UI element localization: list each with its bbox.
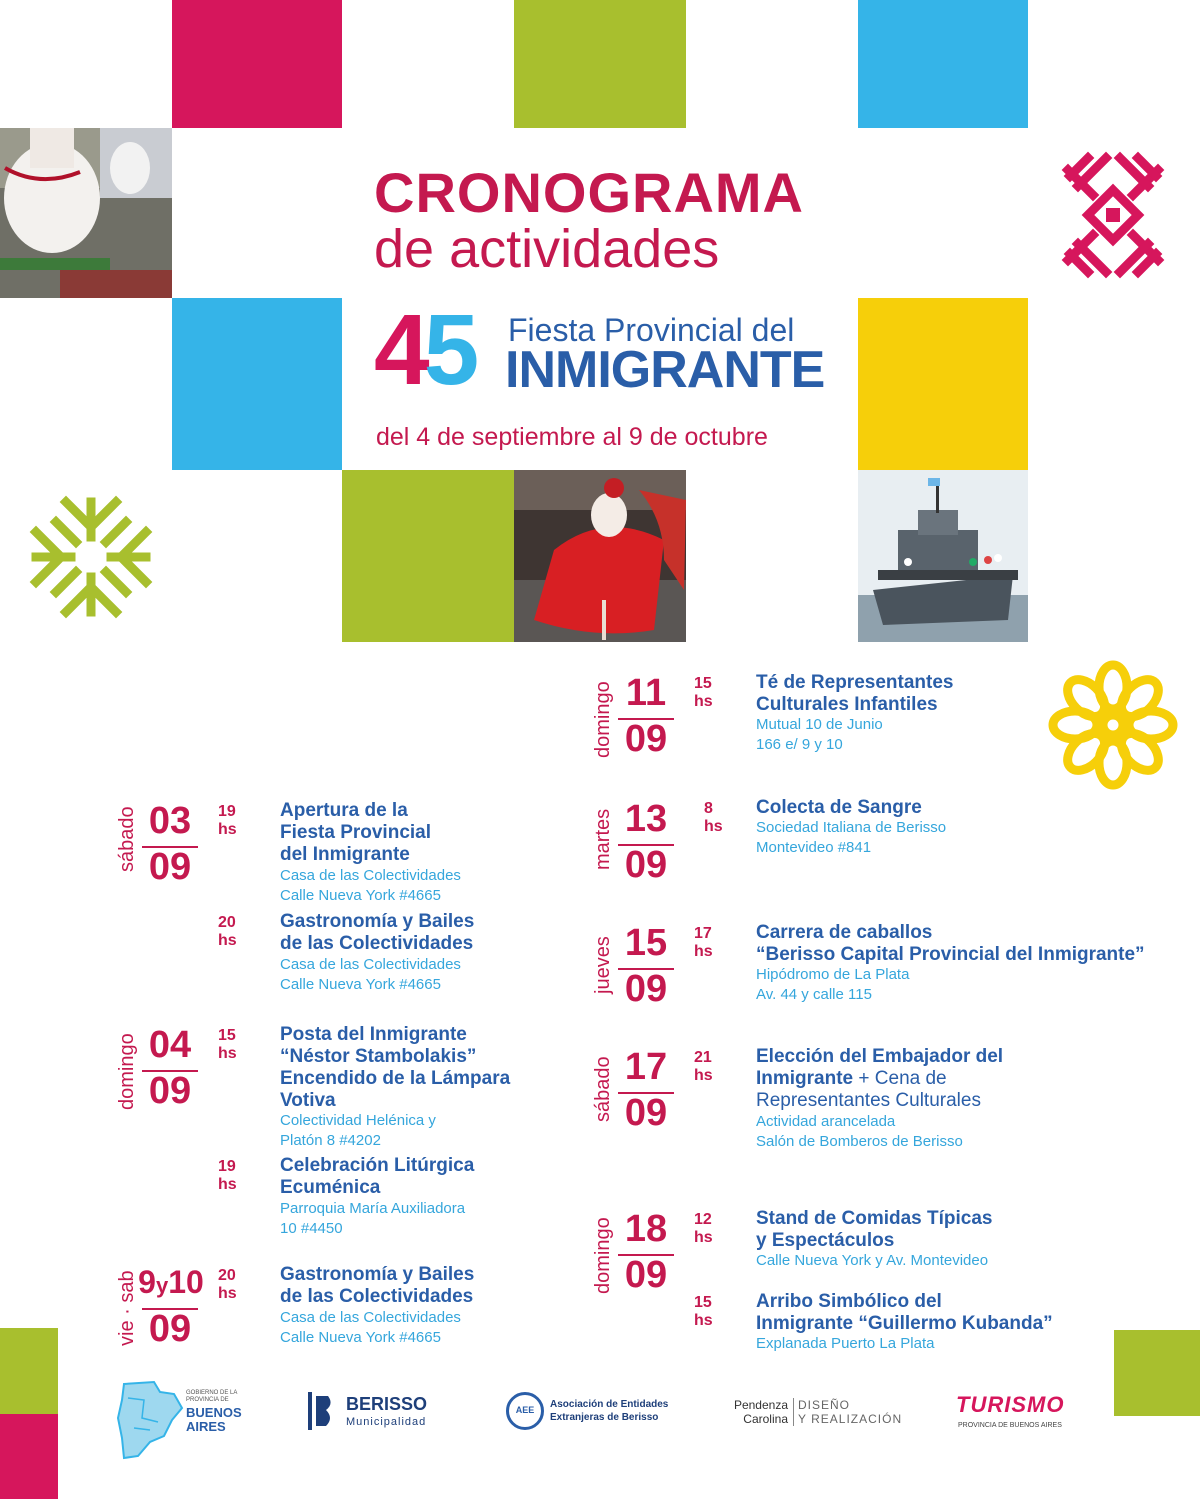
decor-square-green-bottom-left — [0, 1328, 58, 1414]
photo-dancer-red — [514, 470, 686, 642]
month-number: 09 — [148, 1308, 192, 1350]
event-time: 19 hs — [218, 1158, 237, 1193]
ethnic-pattern-green-icon — [26, 492, 156, 622]
event-venue: Mutual 10 de Junio 166 e/ 9 y 10 — [756, 716, 883, 753]
decor-square-cyan-mid — [172, 298, 342, 470]
month-number: 09 — [624, 1254, 668, 1296]
event-title: Té de Representantes Culturales Infantiles — [756, 672, 954, 715]
berisso-logo-icon — [306, 1390, 336, 1432]
decor-square-cyan-top — [858, 0, 1028, 128]
decor-square-magenta-bottom-left — [0, 1414, 58, 1499]
decor-square-green-mid — [342, 470, 514, 642]
weekday-label: vie · sab — [116, 1270, 138, 1346]
day-number: 15 — [624, 922, 668, 964]
event-title: Arribo Simbólico del Inmigrante “Guillermo Kubanda” — [756, 1291, 1053, 1334]
page-title: CRONOGRAMA — [374, 161, 804, 224]
ethnic-pattern-magenta-icon — [1048, 150, 1178, 280]
day-number: 04 — [148, 1024, 192, 1066]
event-time: 20 hs — [218, 914, 237, 949]
day-number: 17 — [624, 1046, 668, 1088]
weekday-label: jueves — [592, 936, 614, 994]
day-number: 11 — [625, 672, 667, 714]
day-number: 03 — [148, 800, 192, 842]
festival-name-line2: INMIGRANTE — [505, 341, 825, 399]
logo-gobierno-buenos-aires: GOBIERNO DE LA PROVINCIA DE BUENOS AIRES — [114, 1378, 254, 1460]
event-time: 8 hs — [704, 800, 723, 835]
photo-dancer-white — [0, 128, 172, 298]
festival-name-line1: Fiesta Provincial del — [508, 312, 795, 348]
month-number: 09 — [624, 844, 668, 886]
photo-boat — [858, 470, 1028, 642]
event-title: Stand de Comidas Típicas y Espectáculos — [756, 1208, 993, 1251]
event-venue: Parroquia María Auxiliadora 10 #4450 — [280, 1200, 466, 1237]
month-number: 09 — [624, 1092, 668, 1134]
event-title: Carrera de caballos “Berisso Capital Provincial del Inmigrante” — [756, 922, 1145, 965]
weekday-label: domingo — [592, 681, 614, 758]
logo-asociacion-entidades: AEE Asociación de Entidades Extranjeras de Berisso — [506, 1390, 696, 1436]
turismo-subtitle: PROVINCIA DE BUENOS AIRES — [958, 1422, 1062, 1429]
page-subtitle: de actividades — [374, 219, 720, 279]
weekday-label: domingo — [116, 1033, 138, 1110]
event-venue: Sociedad Italiana de Berisso Montevideo #841 — [756, 819, 947, 856]
event-venue: Hipódromo de La Plata Av. 44 y calle 115 — [756, 966, 910, 1003]
event-title: Apertura de la Fiesta Provincial del Inmigrante — [280, 800, 432, 865]
event-title: Colecta de Sangre — [756, 797, 922, 818]
month-number: 09 — [624, 968, 668, 1010]
event-venue: Colectividad Helénica y Platón 8 #4202 — [280, 1112, 436, 1149]
event-title: Elección del Embajador del Inmigrante + Cena de Representantes Culturales — [756, 1046, 1004, 1111]
event-time: 12 hs — [694, 1211, 713, 1246]
logo-pendenza-carolina: Pendenza Carolina DISEÑO Y REALIZACIÓN — [733, 1398, 903, 1426]
event-time: 15 hs — [694, 1294, 713, 1329]
logo-berisso — [306, 1390, 446, 1436]
decor-square-green-bottom-right — [1114, 1330, 1200, 1416]
day-number: 18 — [624, 1208, 668, 1250]
weekday-label: sábado — [116, 806, 138, 872]
turismo-wordmark: TURISMO — [956, 1392, 1065, 1417]
edition-number: 45 — [374, 294, 474, 406]
festival-dates: del 4 de septiembre al 9 de octubre — [376, 423, 768, 451]
month-number: 09 — [148, 846, 192, 888]
month-number: 09 — [148, 1070, 192, 1112]
event-title: Celebración Litúrgica Ecuménica — [280, 1155, 475, 1198]
decor-square-yellow-mid — [858, 298, 1028, 470]
event-venue: Calle Nueva York y Av. Montevideo — [756, 1252, 989, 1269]
event-time: 15 hs — [218, 1027, 237, 1062]
weekday-label: domingo — [592, 1217, 614, 1294]
weekday-label: sábado — [592, 1056, 614, 1122]
event-venue: Casa de las Colectividades Calle Nueva York #4665 — [280, 956, 461, 993]
event-venue: Explanada Puerto La Plata — [756, 1335, 935, 1352]
flower-yellow-icon — [1048, 660, 1178, 790]
event-time: 19 hs — [218, 803, 237, 838]
event-time: 17 hs — [694, 925, 713, 960]
berisso-name: BERISSO — [346, 1394, 428, 1414]
event-time: 20 hs — [218, 1267, 237, 1302]
event-venue: Casa de las Colectividades Calle Nueva York #4665 — [280, 867, 461, 904]
buenos-aires-map-icon — [114, 1378, 186, 1460]
decor-square-magenta-top — [172, 0, 342, 128]
event-title: Posta del Inmigrante “Néstor Stambolakis” Encendido de la Lámpara Votiva — [280, 1024, 511, 1111]
event-title: Gastronomía y Bailes de las Colectividades — [280, 1264, 475, 1307]
month-number: 09 — [624, 718, 668, 760]
event-title: Gastronomía y Bailes de las Colectividades — [280, 911, 475, 954]
weekday-label: martes — [592, 808, 614, 870]
event-time: 15 hs — [694, 675, 713, 710]
event-venue: Casa de las Colectividades Calle Nueva York #4665 — [280, 1309, 461, 1346]
logo-turismo — [956, 1392, 1096, 1438]
day-number: 9y10 — [138, 1264, 204, 1300]
berisso-subtitle: Municipalidad — [346, 1416, 427, 1428]
event-time: 21 hs — [694, 1049, 713, 1084]
day-number: 13 — [624, 798, 668, 840]
logo-divider — [793, 1398, 794, 1426]
event-venue: Actividad arancelada Salón de Bomberos de Berisso — [756, 1113, 963, 1150]
decor-square-green-top — [514, 0, 686, 128]
